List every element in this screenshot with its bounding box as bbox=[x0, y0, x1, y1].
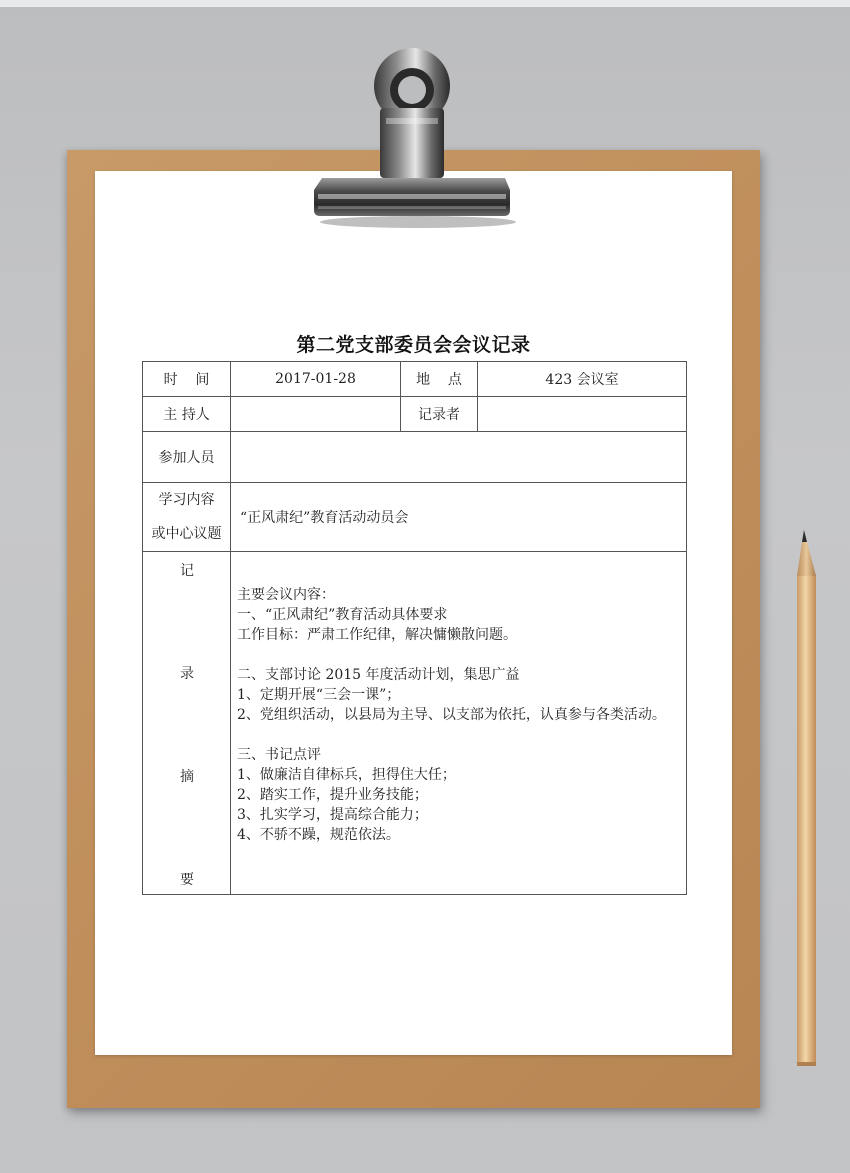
topic-label bbox=[143, 483, 231, 552]
topic-value: “正风肃纪”教育活动动员会 bbox=[231, 483, 687, 552]
host-value bbox=[231, 397, 401, 432]
table-row bbox=[143, 483, 687, 552]
summary-content bbox=[231, 552, 687, 895]
topic-label-line-1: 学习内容 bbox=[158, 492, 215, 508]
summary-line: 2、踏实工作，提升业务技能； bbox=[237, 787, 428, 803]
table-row bbox=[143, 397, 687, 432]
summary-label bbox=[143, 552, 231, 895]
summary-line: 4、不骄不躁，规范依法。 bbox=[237, 827, 400, 843]
summary-line: 3、扎实学习，提高综合能力； bbox=[237, 807, 428, 823]
recorder-label: 记录者 bbox=[401, 397, 478, 432]
summary-line: 三、书记点评 bbox=[237, 747, 321, 763]
place-label: 地 点 bbox=[401, 362, 478, 397]
summary-gap bbox=[237, 725, 680, 745]
pencil-icon bbox=[788, 528, 828, 1073]
time-label: 时 间 bbox=[143, 362, 231, 397]
table-row bbox=[143, 552, 687, 895]
summary-label-char: 摘 bbox=[180, 769, 194, 785]
table-row bbox=[143, 432, 687, 483]
meeting-record-table bbox=[142, 361, 687, 895]
attendees-value bbox=[231, 432, 687, 483]
summary-line: 工作目标：严肃工作纪律，解决慵懒散问题。 bbox=[237, 627, 517, 643]
table-row bbox=[143, 362, 687, 397]
summary-line: 2、党组织活动，以县局为主导、以支部为依托，认真参与各类活动。 bbox=[237, 707, 666, 723]
host-label: 主 持人 bbox=[143, 397, 231, 432]
attendees-label: 参加人员 bbox=[143, 432, 231, 483]
summary-line: 一、“正风肃纪”教育活动具体要求 bbox=[237, 607, 448, 623]
summary-line: 1、定期开展“三会一课”； bbox=[237, 687, 401, 703]
document-title: 第二党支部委员会会议记录 bbox=[296, 334, 531, 356]
summary-gap bbox=[237, 645, 680, 665]
topic-label-line-2: 或中心议题 bbox=[151, 526, 222, 542]
summary-line: 1、做廉洁自律标兵，担得住大任； bbox=[237, 767, 456, 783]
summary-label-char: 要 bbox=[180, 872, 194, 888]
summary-line: 二、支部讨论 2015 年度活动计划，集思广益 bbox=[237, 667, 520, 683]
time-value: 2017-01-28 bbox=[231, 362, 401, 397]
summary-label-char: 录 bbox=[180, 666, 194, 682]
place-value: 423 会议室 bbox=[478, 362, 687, 397]
recorder-value bbox=[478, 397, 687, 432]
top-strip bbox=[0, 0, 850, 7]
summary-label-char: 记 bbox=[180, 563, 194, 579]
summary-line: 主要会议内容： bbox=[237, 587, 335, 603]
